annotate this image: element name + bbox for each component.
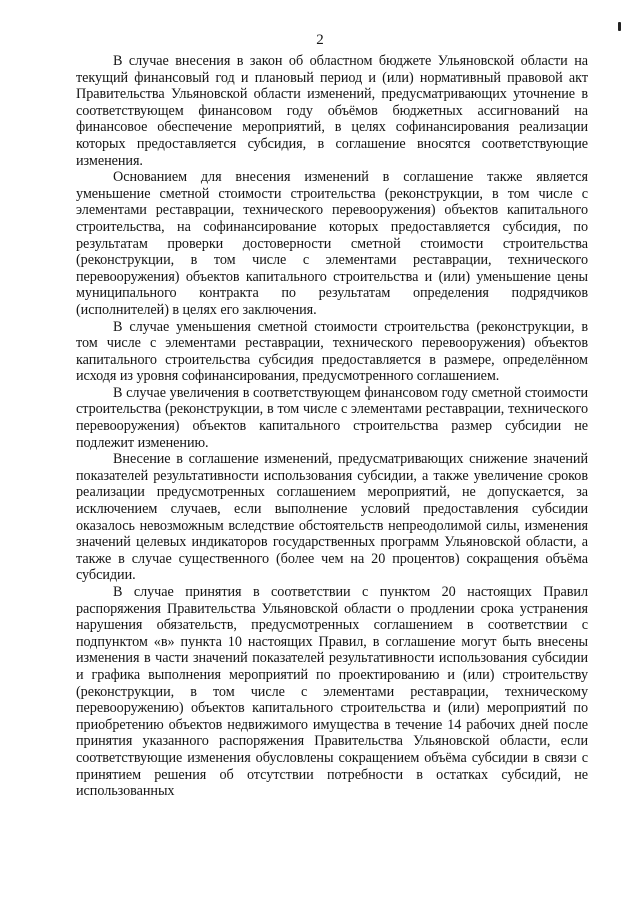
paragraph-cost-increase: В случае увеличения в соответствующем финансовом году сметной стоимости строительства (реконструкции, в том числе с элементами реставрации, технического перевооружения) объектов капитального строительства размер субсидии не подлежит изменению.: [76, 384, 588, 451]
page-number: 2: [316, 32, 324, 48]
paragraph-budget-law-changes: В случае внесения в закон об областном бюджете Ульяновской области на текущий финансовый год и плановый период и (или) нормативный правовой акт Правительства Ульяновской области изменений, предусматривающих уточнение в соответствующем финансовом году объёмов бюджетных ассигнований на финансовое обеспечение мероприятий, в целях софинансирования реализации которых предоставляется субсидия, в соглашение вносятся соответствующие изменения.: [76, 53, 588, 169]
document-body: [76, 53, 588, 800]
paragraph-deadline-extension: В случае принятия в соответствии с пунктом 20 настоящих Правил распоряжения Правительства Ульяновской области о продлении срока устранения нарушения обязательств, предусмотренных соглашением в соответствии с подпунктом «в» пункта 10 настоящих Правил, в соглашение могут быть внесены изменения в части значений показателей результативности использования субсидии и графика выполнения мероприятий по проектированию и (или) строительству (реконструкции, в том числе с элементами реставрации, техническому перевооружению) объектов капитального строительства и (или) мероприятий по приобретению объектов недвижимого имущества в течение 14 рабочих дней после принятия указанного распоряжения Правительства Ульяновской области, если соответствующие изменения обусловлены сокращением объёма субсидии в связи с принятием решения об отсутствии потребности в остатках субсидий, не использованных: [76, 584, 588, 800]
paragraph-cost-decrease: В случае уменьшения сметной стоимости строительства (реконструкции, в том числе с элементами реставрации, технического перевооружения) объектов капитального строительства субсидия предоставляется в размере, определённом исходя из уровня софинансирования, предусмотренного соглашением.: [76, 318, 588, 385]
paragraph-changes-not-allowed: Внесение в соглашение изменений, предусматривающих снижение значений показателей результативности использования субсидии, а также увеличение сроков реализации предусмотренных соглашением мероприятий, не допускается, за исключением случаев, если выполнение условий предоставления субсидии оказалось невозможным вследствие обстоятельств непреодолимой силы, изменения значений целевых индикаторов государственных программ Ульяновской области, а также в случае существенного (более чем на 20 процентов) сокращения объёма субсидии.: [76, 451, 588, 584]
scan-edge-mark: [618, 22, 621, 31]
paragraph-grounds-for-changes: Основанием для внесения изменений в соглашение также является уменьшение сметной стоимости строительства (реконструкции, в том числе с элементами реставрации, технического перевооружения) объектов капитального строительства, на софинансирование которых предоставляется субсидия, по результатам проверки достоверности сметной стоимости строительства (реконструкции, в том числе с элементами реставрации, технического перевооружения) объектов капитального строительства и (или) уменьшение цены муниципального контракта по результатам определения подрядчиков (исполнителей) в целях его заключения.: [76, 169, 588, 318]
